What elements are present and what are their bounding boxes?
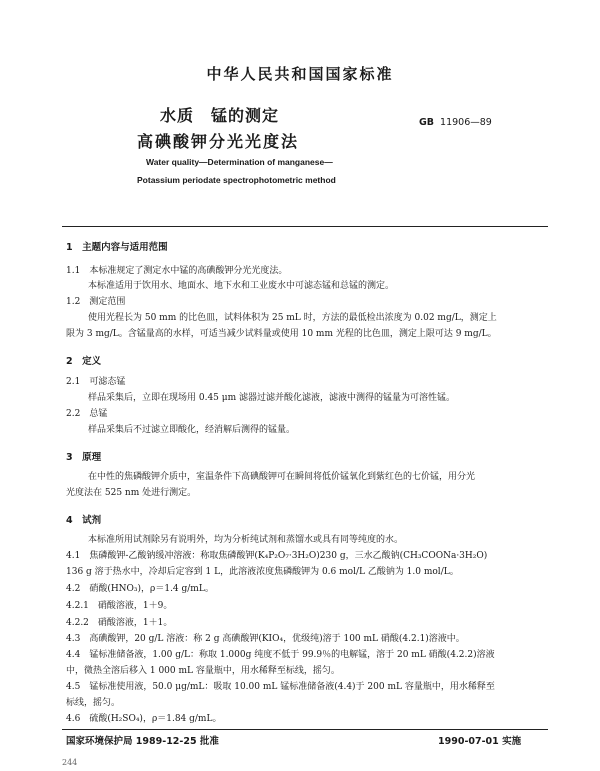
english-title-line1: Water quality—Determination of manganese—	[146, 157, 333, 167]
footer-divider	[62, 729, 548, 730]
paragraph-2-2: 2.2 总锰	[66, 409, 108, 419]
approval-date: 国家环境保护局 1989-12-25 批准	[66, 736, 219, 747]
section-heading-1: 1 主题内容与适用范围	[66, 242, 168, 253]
paragraph-4-1a: 4.1 焦磷酸钾-乙酸钠缓冲溶液：称取焦磷酸钾(K₄P₂O₇·3H₂O)230 g，三水乙酸钠(CH₃COONa·3H₂O)	[66, 551, 488, 561]
paragraph-1-2: 1.2 测定范围	[66, 297, 126, 307]
section-heading-4: 4 试剂	[66, 515, 102, 526]
paragraph-4-intro: 本标准所用试剂除另有说明外，均为分析纯试剂和蒸馏水或具有同等纯度的水。	[88, 535, 404, 545]
paragraph-4-5b: 标线，摇匀。	[66, 698, 121, 708]
document-title-line1: 水质 锰的测定	[160, 106, 280, 125]
national-standard-heading: 中华人民共和国国家标准	[206, 65, 394, 83]
standard-code-number: 11906—89	[440, 117, 492, 128]
paragraph-4-4b: 中，微热全溶后移入 1 000 mL 容量瓶中，用水稀释至标线，摇匀。	[66, 666, 340, 676]
paragraph-4-2-1: 4.2.1 硝酸溶液，1＋9。	[66, 601, 173, 611]
paragraph-1-2a: 使用光程长为 50 mm 的比色皿，试料体积为 25 mL 时，方法的最低检出浓度为 0.02 mg/L，测定上	[88, 313, 497, 323]
paragraph-1-2b: 限为 3 mg/L。含锰量高的水样，可适当减少试料量或使用 10 mm 光程的比色皿，测定上限可达 9 mg/L。	[66, 329, 497, 339]
paragraph-2-1a: 样品采集后，立即在现场用 0.45 μm 滤器过滤并酸化滤液，滤液中测得的锰量为可溶性锰。	[88, 393, 456, 403]
document-title-line2: 高碘酸钾分光光度法	[137, 132, 300, 151]
standard-code	[419, 117, 492, 128]
paragraph-1-1b: 本标准适用于饮用水、地面水、地下水和工业废水中可滤态锰和总锰的测定。	[88, 281, 395, 291]
paragraph-4-2: 4.2 硝酸(HNO₃)，ρ＝1.4 g/mL。	[66, 584, 214, 594]
paragraph-3b: 光度法在 525 nm 处进行测定。	[66, 488, 197, 498]
standard-code-prefix: GB	[419, 117, 435, 128]
paragraph-4-6: 4.6 硫酸(H₂SO₄)，ρ＝1.84 g/mL。	[66, 714, 222, 724]
page-number: 244	[62, 758, 78, 767]
paragraph-2-1: 2.1 可滤态锰	[66, 377, 126, 387]
paragraph-4-1b: 136 g 溶于热水中，冷却后定容到 1 L，此溶液浓度焦磷酸钾为 0.6 mol/L 乙酸钠为 1.0 mol/L。	[66, 567, 459, 577]
paragraph-4-3: 4.3 高碘酸钾，20 g/L 溶液：称 2 g 高碘酸钾(KIO₄，优级纯)溶于 100 mL 硝酸(4.2.1)溶液中。	[66, 634, 465, 644]
implementation-date: 1990-07-01 实施	[438, 736, 522, 747]
paragraph-4-4a: 4.4 锰标准储备液，1.00 g/L：称取 1.000g 纯度不低于 99.9％的电解锰，溶于 20 mL 硝酸(4.2.2)溶液	[66, 650, 495, 660]
paragraph-3a: 在中性的焦磷酸钾介质中，室温条件下高碘酸钾可在瞬间将低价锰氧化到紫红色的七价锰，用分光	[88, 472, 476, 482]
section-heading-2: 2 定义	[66, 356, 102, 367]
header-divider	[62, 226, 548, 227]
paragraph-2-2a: 样品采集后不过滤立即酸化，经消解后测得的锰量。	[88, 425, 296, 435]
paragraph-1-1: 1.1 本标准规定了测定水中锰的高碘酸钾分光光度法。	[66, 266, 288, 276]
section-heading-3: 3 原理	[66, 452, 102, 463]
paragraph-4-2-2: 4.2.2 硝酸溶液，1＋1。	[66, 618, 173, 628]
english-title-line2: Potassium periodate spectrophotometric method	[137, 175, 336, 185]
paragraph-4-5a: 4.5 锰标准使用液，50.0 μg/mL：吸取 10.00 mL 锰标准储备液(4.4)于 200 mL 容量瓶中，用水稀释至	[66, 682, 495, 692]
